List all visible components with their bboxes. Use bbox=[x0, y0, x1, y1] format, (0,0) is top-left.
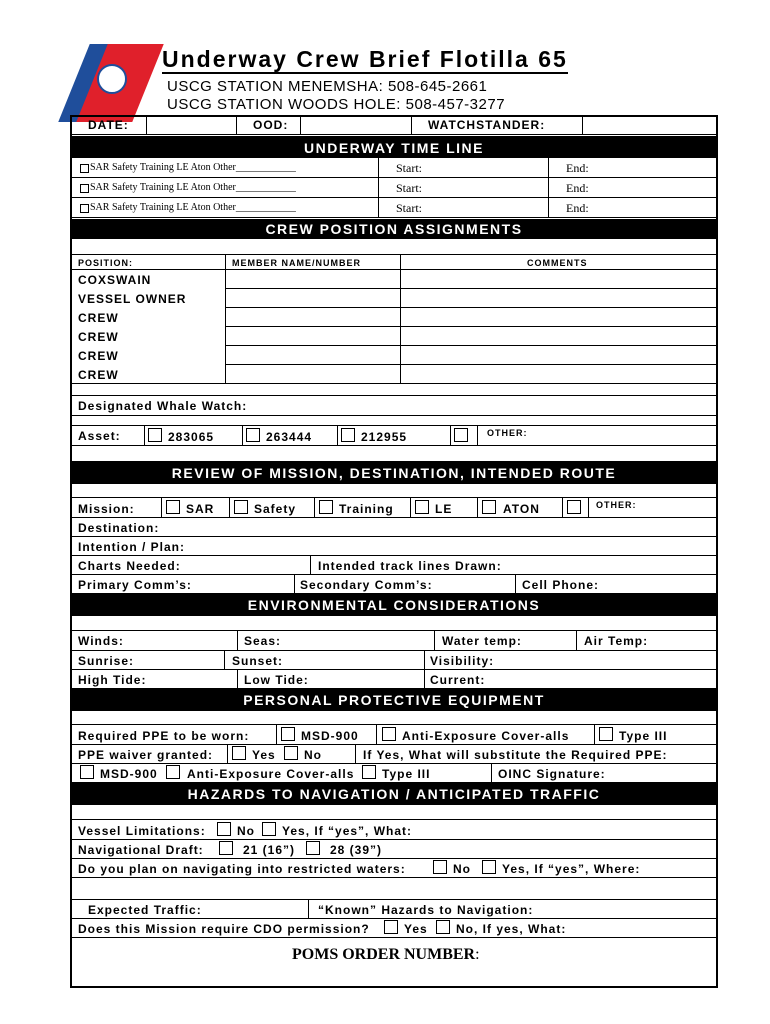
ppe-anti-label: Anti-Exposure Cover-alls bbox=[402, 729, 570, 743]
mission-safety: Safety bbox=[254, 502, 297, 516]
primary-comms-label: Primary Comm’s: bbox=[78, 578, 192, 592]
mission-other: OTHER: bbox=[596, 500, 637, 510]
ppe-header: PERSONAL PROTECTIVE EQUIPMENT bbox=[70, 689, 718, 711]
cdo-yes-checkbox[interactable] bbox=[384, 920, 398, 934]
timeline-start-3: Start: bbox=[396, 201, 422, 215]
restricted-yes-checkbox[interactable] bbox=[482, 860, 496, 874]
expected-traffic-label: Expected Traffic: bbox=[88, 903, 202, 917]
draft-21-checkbox[interactable] bbox=[219, 841, 233, 855]
sub-type3-checkbox[interactable] bbox=[362, 765, 376, 779]
cdo-yes: Yes bbox=[404, 922, 428, 936]
ppe-type3-checkbox[interactable] bbox=[599, 727, 613, 741]
restricted-no: No bbox=[453, 862, 471, 876]
high-tide-label: High Tide: bbox=[78, 673, 147, 687]
asset-label: Asset: bbox=[78, 429, 121, 443]
low-tide-label: Low Tide: bbox=[244, 673, 309, 687]
poms-order-number bbox=[292, 946, 480, 964]
ppe-type3-label: Type III bbox=[619, 729, 668, 743]
position-crew-1: CREW bbox=[78, 311, 119, 325]
draft-label: Navigational Draft: bbox=[78, 843, 204, 857]
menemsha-phone: USCG STATION MENEMSHA: 508-645-2661 bbox=[167, 78, 488, 95]
timeline-options-1: SAR Safety Training LE Aton Other____________ bbox=[90, 162, 296, 173]
oinc-signature-label: OINC Signature: bbox=[498, 767, 606, 781]
asset-checkbox-1[interactable] bbox=[148, 428, 162, 442]
waiver-no-checkbox[interactable] bbox=[284, 746, 298, 760]
position-crew-4: CREW bbox=[78, 368, 119, 382]
asset-checkbox-other[interactable] bbox=[454, 428, 468, 442]
limits-no: No bbox=[237, 824, 255, 838]
mission-aton: ATON bbox=[503, 502, 540, 516]
timeline-end-1: End: bbox=[566, 161, 589, 175]
restricted-label: Do you plan on navigating into restricted waters: bbox=[78, 862, 406, 876]
timeline-end-2: End: bbox=[566, 181, 589, 195]
cell-phone-label: Cell Phone: bbox=[522, 578, 600, 592]
asset-3: 212955 bbox=[361, 430, 408, 444]
winds-label: Winds: bbox=[78, 634, 124, 648]
col-member: MEMBER NAME/NUMBER bbox=[232, 258, 361, 268]
limits-yes-checkbox[interactable] bbox=[262, 822, 276, 836]
mission-checkbox-training[interactable] bbox=[319, 500, 333, 514]
substitute-label: If Yes, What will substitute the Required PPE: bbox=[363, 748, 668, 762]
restricted-no-checkbox[interactable] bbox=[433, 860, 447, 874]
timeline-options-3: SAR Safety Training LE Aton Other____________ bbox=[90, 202, 296, 213]
ood-label: OOD: bbox=[253, 118, 289, 132]
waiver-yes-checkbox[interactable] bbox=[232, 746, 246, 760]
mission-le: LE bbox=[435, 502, 453, 516]
restricted-yes: Yes, If “yes”, Where: bbox=[502, 862, 641, 876]
cdo-no-checkbox[interactable] bbox=[436, 920, 450, 934]
sunset-label: Sunset: bbox=[232, 654, 284, 668]
timeline-header: UNDERWAY TIME LINE bbox=[70, 136, 718, 158]
position-crew-2: CREW bbox=[78, 330, 119, 344]
mission-checkbox-sar[interactable] bbox=[166, 500, 180, 514]
whale-watch-label: Designated Whale Watch: bbox=[78, 399, 248, 413]
woodshole-phone: USCG STATION WOODS HOLE: 508-457-3277 bbox=[167, 96, 506, 113]
env-header: ENVIRONMENTAL CONSIDERATIONS bbox=[70, 594, 718, 616]
limits-no-checkbox[interactable] bbox=[217, 822, 231, 836]
col-position: POSITION: bbox=[78, 258, 134, 268]
col-comments: COMMENTS bbox=[527, 258, 588, 268]
timeline-start-2: Start: bbox=[396, 181, 422, 195]
sunrise-label: Sunrise: bbox=[78, 654, 135, 668]
intention-label: Intention / Plan: bbox=[78, 540, 185, 554]
mission-sar: SAR bbox=[186, 502, 215, 516]
charts-label: Charts Needed: bbox=[78, 559, 181, 573]
waiver-label: PPE waiver granted: bbox=[78, 748, 214, 762]
ppe-msd-checkbox[interactable] bbox=[281, 727, 295, 741]
hazards-header: HAZARDS TO NAVIGATION / ANTICIPATED TRAFFIC bbox=[70, 783, 718, 805]
asset-1: 283065 bbox=[168, 430, 215, 444]
sub-anti-label: Anti-Exposure Cover-alls bbox=[187, 767, 355, 781]
cdo-label: Does this Mission require CDO permission? bbox=[78, 922, 370, 936]
waiver-yes: Yes bbox=[252, 748, 276, 762]
poms-label: POMS ORDER NUMBER bbox=[292, 946, 476, 963]
timeline-start-1: Start: bbox=[396, 161, 422, 175]
mission-header: REVIEW OF MISSION, DESTINATION, INTENDED ROUTE bbox=[70, 462, 718, 484]
sub-msd-label: MSD-900 bbox=[100, 767, 158, 781]
vessel-limitations-label: Vessel Limitations: bbox=[78, 824, 206, 838]
mission-checkbox-aton[interactable] bbox=[482, 500, 496, 514]
mission-checkbox-safety[interactable] bbox=[234, 500, 248, 514]
mission-label: Mission: bbox=[78, 502, 135, 516]
asset-2: 263444 bbox=[266, 430, 313, 444]
visibility-label: Visibility: bbox=[430, 654, 495, 668]
page-title: Underway Crew Brief Flotilla 65 bbox=[162, 46, 568, 72]
ppe-msd-label: MSD-900 bbox=[301, 729, 359, 743]
trackline-label: Intended track lines Drawn: bbox=[318, 559, 502, 573]
air-temp-label: Air Temp: bbox=[584, 634, 649, 648]
date-label: DATE: bbox=[88, 118, 129, 132]
draft-28: 28 (39”) bbox=[330, 843, 383, 857]
timeline-end-3: End: bbox=[566, 201, 589, 215]
position-vessel-owner: VESSEL OWNER bbox=[78, 292, 187, 306]
asset-other: OTHER: bbox=[487, 428, 528, 438]
cdo-no: No, If yes, What: bbox=[456, 922, 567, 936]
crew-header: CREW POSITION ASSIGNMENTS bbox=[70, 219, 718, 239]
position-coxswain: COXSWAIN bbox=[78, 273, 152, 287]
seas-label: Seas: bbox=[244, 634, 282, 648]
waiver-no: No bbox=[304, 748, 322, 762]
position-crew-3: CREW bbox=[78, 349, 119, 363]
header-row bbox=[70, 115, 718, 135]
uscg-seal-icon bbox=[97, 64, 127, 94]
asset-checkbox-2[interactable] bbox=[246, 428, 260, 442]
sub-msd-checkbox[interactable] bbox=[80, 765, 94, 779]
asset-checkbox-3[interactable] bbox=[341, 428, 355, 442]
limits-yes: Yes, If “yes”, What: bbox=[282, 824, 413, 838]
timeline-options-2: SAR Safety Training LE Aton Other____________ bbox=[90, 182, 296, 193]
mission-checkbox-other[interactable] bbox=[567, 500, 581, 514]
sub-anti-checkbox[interactable] bbox=[166, 765, 180, 779]
mission-checkbox-le[interactable] bbox=[415, 500, 429, 514]
secondary-comms-label: Secondary Comm’s: bbox=[300, 578, 433, 592]
known-hazards-label: “Known” Hazards to Navigation: bbox=[318, 903, 534, 917]
watchstander-label: WATCHSTANDER: bbox=[428, 118, 546, 132]
draft-28-checkbox[interactable] bbox=[306, 841, 320, 855]
draft-21: 21 (16”) bbox=[243, 843, 296, 857]
current-label: Current: bbox=[430, 673, 486, 687]
destination-label: Destination: bbox=[78, 521, 160, 535]
required-ppe-label: Required PPE to be worn: bbox=[78, 729, 250, 743]
ppe-anti-checkbox[interactable] bbox=[382, 727, 396, 741]
sub-type3-label: Type III bbox=[382, 767, 431, 781]
mission-training: Training bbox=[339, 502, 394, 516]
water-temp-label: Water temp: bbox=[442, 634, 522, 648]
poms-colon: : bbox=[475, 946, 480, 963]
